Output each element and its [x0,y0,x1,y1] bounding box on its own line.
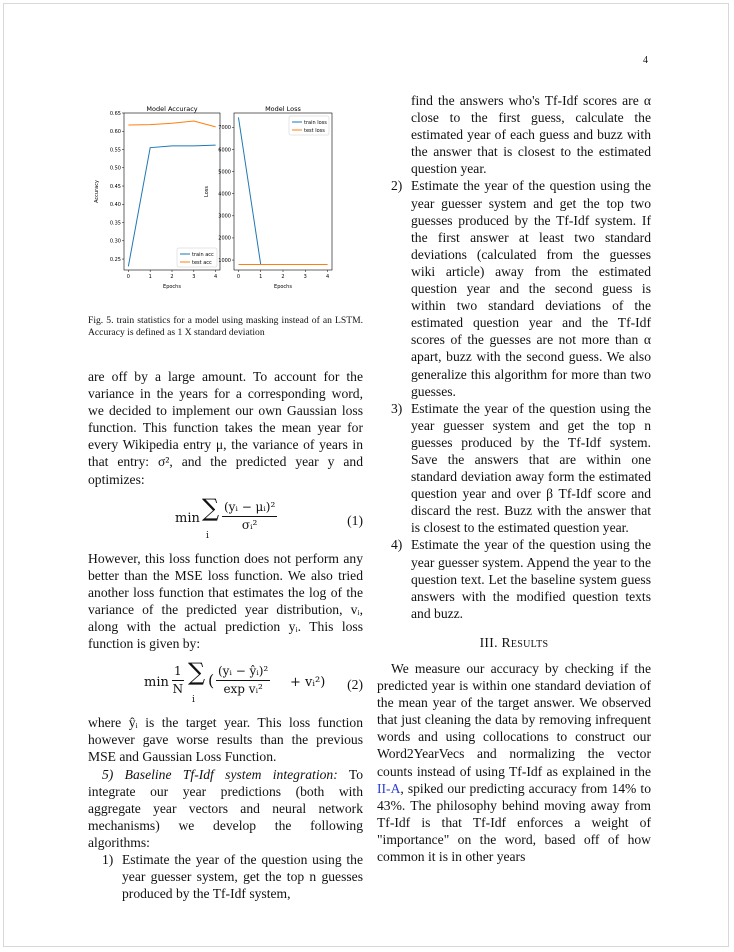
eq2-one: 1 [172,663,184,681]
section-reference-link[interactable]: II-A [377,780,401,796]
x-tick-label: 0 [126,274,130,280]
y-tick-label: 0.55 [109,147,121,154]
legend-label: test loss [304,127,325,134]
y-tick-label: 0.60 [109,129,121,136]
y-tick-label: 0.30 [109,238,121,245]
paragraph [377,660,651,865]
eq1-numerator: (yᵢ − μᵢ)² [222,499,277,517]
eq2-sum: ∑ [188,658,206,687]
equation-2 [88,660,363,706]
x-tick-label: 2 [170,274,174,280]
paragraph: are off by a large amount. To account for the variance in the years for a corresponding word, we decided to implement our own Gaussian loss function. This function takes the mean year for every Wikipedia entry μ, the variance of years in that entry: σ², and the predicted year y and optimizes: [88,369,363,487]
eq1-sub: i [206,530,209,541]
list-item [377,536,651,621]
eq2-N: N [172,682,184,697]
figure-charts [86,102,336,302]
list-text: Estimate the year of the question using the year guesser system and get the top two guesses produced by the Tf-Idf system. If the first answer at least two standard deviations (calculated from the guesses wiki article) away from the estimated question year and the second guess is within two standard deviations of the estimated question year and the Tf-Idf scores of the guesses are not more than α apart, buzz with the second guess. We also generalize this algorithm for more than two guesses. [411,178,651,399]
eq1-fraction [222,499,277,534]
y-tick-label: 5000 [218,169,231,176]
paragraph-body: To integrate our year predictions (both with aggregate year vectors and neural network mechanisms) we develop the following algorithms: [88,766,364,850]
list-label: 2) [391,178,403,194]
eq2-min: min [144,675,169,691]
y-tick-label: 0.45 [109,183,121,190]
legend-label: test acc [192,259,212,266]
equation-1 [88,493,363,542]
paragraph: However, this loss function does not perform any better than the MSE loss function. We also tried another loss function that estimates the log of the variance of the predicted year distribution, vᵢ, along with the actual prediction yᵢ. This loss function is given by: [88,550,363,652]
eq1-sum: ∑ [202,493,220,522]
plot-frame [234,113,332,270]
y-tick-label: 0.50 [109,165,121,172]
x-tick-label: 3 [303,274,307,280]
y-tick-label: 2000 [218,235,231,242]
list-item [88,851,363,902]
figure [86,102,336,302]
x-axis-label: Epochs [163,284,181,290]
left-column [88,368,363,902]
chart-title: Model Accuracy [146,105,198,113]
x-tick-label: 4 [214,274,218,280]
legend-label: train loss [304,119,327,126]
section-title: III. Results [479,634,549,650]
y-tick-label: 3000 [218,213,231,220]
x-tick-label: 2 [281,274,285,280]
x-tick-label: 0 [236,274,241,280]
y-tick-label: 1000 [218,257,231,264]
eq2-open: ( [208,671,215,691]
figure-caption: Fig. 5. train statistics for a model using masking instead of an LSTM. Accuracy is defined as 1 X standard deviation [88,315,363,339]
paragraph-text: We measure our accuracy by checking if the predicted year is within one standard deviation of the mean year of the target answer. We observed that just cleaning the data by removing infrequent words and using collocations to construct our Word2YearVecs and normalizing the vector counts instead of using Tf-Idf as explained in the [377,661,651,779]
y-tick-label: 0.65 [109,110,121,117]
eq2-plus: + vᵢ²) [290,675,326,691]
paragraph-text: , spiked our predicting accuracy from 14% to 43%. The philosophy behind moving away from Tf-Idf is that Tf-Idf enforces a weight of "importance" on the word, based off of how common it is in other years [377,780,651,865]
list-text: Estimate the year of the question using the year guesser system. Append the year to the question text. Let the baseline system guess answers with the modified question texts and buzz. [411,537,651,621]
list-text: Estimate the year of the question using the year guesser system and get the top n guesses produced by the Tf-Idf system. Save the answers that are within one standard deviation away form the estimated question year and over β Tf-Idf score and discard the rest. Buzz with the answer that is closest to the estimated question year. [411,400,651,536]
eq1-number: (1) [347,512,363,528]
subsection-heading: 5) Baseline Tf-Idf system integration: [102,766,338,782]
x-axis-label: Epochs [274,284,292,290]
series-line [238,117,327,264]
x-tick-label: 1 [148,274,152,280]
paragraph: where ŷᵢ is the target year. This loss function however gave worse results than the previous MSE and Gaussian Loss Function. [88,715,363,765]
page-number: 4 [643,55,648,66]
eq2-denominator: exp vᵢ² [223,682,263,697]
x-tick-label: 4 [325,274,330,280]
algorithm-list [88,851,363,902]
chart-title: Model Loss [265,105,301,113]
list-text: find the answers who's Tf-Idf scores are α close to the first guess, calculate the estimated year of each guess and buzz with the answer that is closest to the estimated question year. [411,93,651,177]
series-line [128,121,215,127]
eq2-one-over-n [172,663,184,698]
list-label: 3) [391,400,403,416]
eq1-min: min [175,510,200,526]
y-tick-label: 0.35 [109,220,121,227]
list-item [377,92,651,177]
right-column [377,92,651,865]
list-label: 4) [391,537,403,553]
y-tick-label: 7000 [218,125,231,132]
algorithm-list-continued [377,92,651,622]
eq1-denominator: σᵢ² [241,517,258,532]
x-tick-label: 3 [192,274,196,280]
legend-label: train acc [192,251,214,258]
list-item [377,400,651,537]
eq2-fraction [216,663,270,698]
y-tick-label: 6000 [218,147,231,154]
list-text: Estimate the year of the question using the year guesser system, get the top n guesses produced by the Tf-Idf system, [122,851,363,902]
y-axis-label: Loss [204,186,210,197]
list-label: 1) [102,851,114,867]
y-tick-label: 4000 [218,191,231,198]
y-axis-label: Accuracy [94,180,100,203]
eq2-number: (2) [347,677,363,693]
eq2-numerator: (yᵢ − ŷᵢ)² [216,663,270,681]
y-tick-label: 0.40 [109,202,121,209]
y-tick-label: 0.25 [109,256,121,263]
x-tick-label: 1 [259,274,263,280]
eq2-sub: i [192,695,195,706]
list-item [377,177,651,399]
paragraph [88,766,363,851]
